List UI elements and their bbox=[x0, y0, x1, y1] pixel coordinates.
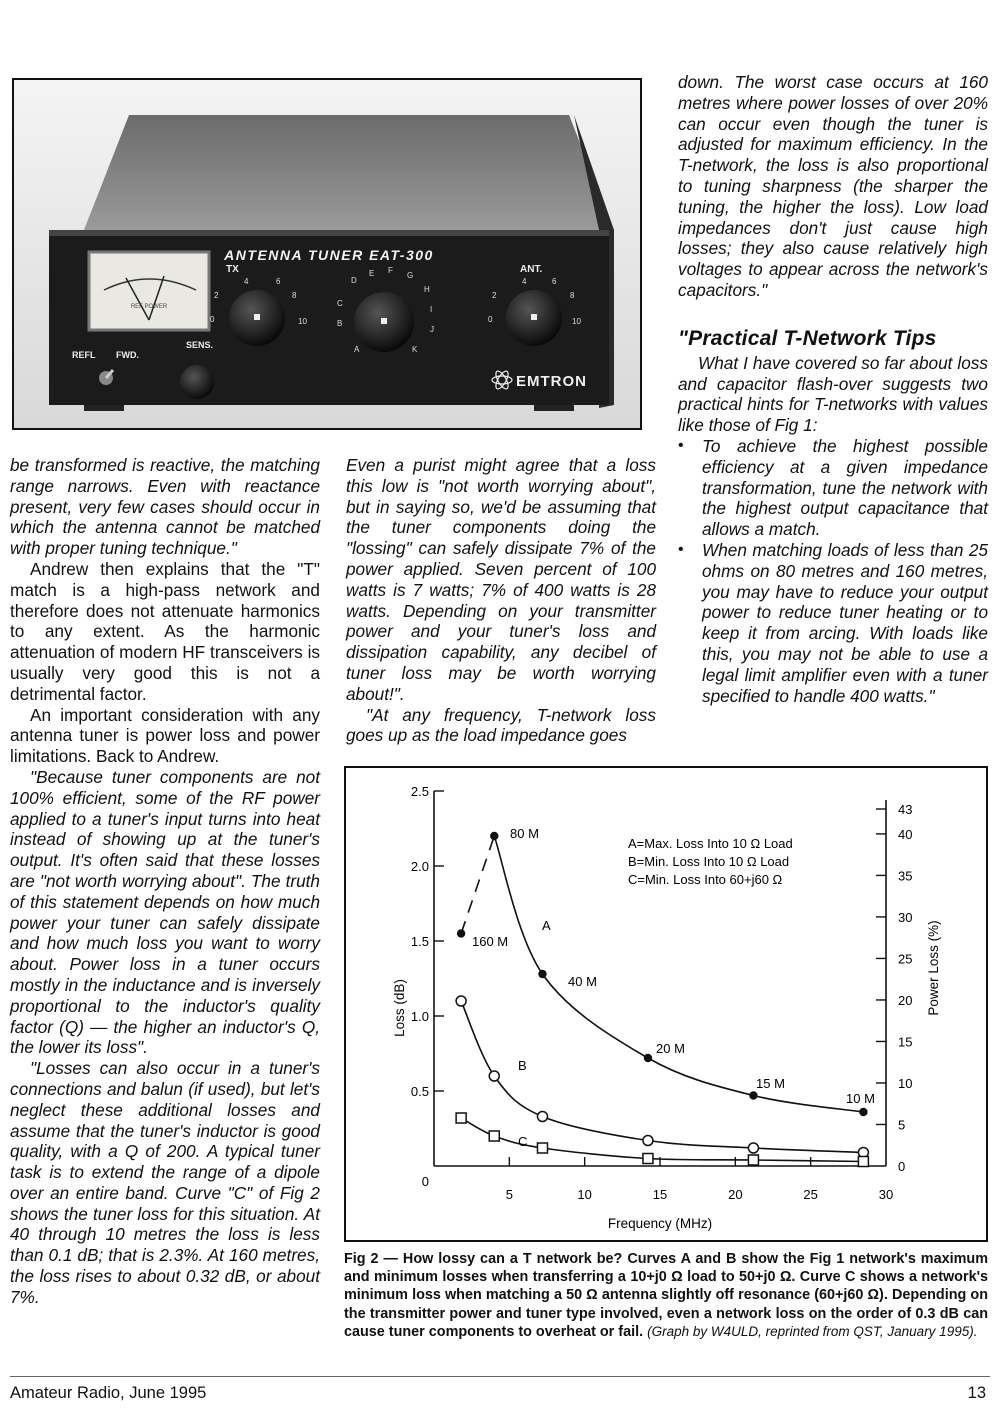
x-axis-label: Frequency (MHz) bbox=[607, 1216, 713, 1231]
paragraph: be transformed is reactive, the matching range narrows. Even with reactance present, very few cases should occur in which the antenna cannot be matched with proper tuning technique." bbox=[10, 455, 320, 559]
tips-list bbox=[678, 436, 988, 706]
y2-tick-label: 43 bbox=[898, 802, 913, 817]
y-tick-label: 0.5 bbox=[410, 1084, 429, 1099]
y2-tick-label: 5 bbox=[898, 1117, 906, 1133]
text-column-3 bbox=[678, 72, 988, 706]
curve-label-a: A bbox=[542, 918, 551, 933]
data-point-A bbox=[457, 929, 465, 937]
tuner-panel-title: ANTENNA TUNER EAT-300 bbox=[224, 247, 434, 263]
tx-mark: 2 bbox=[214, 291, 219, 300]
y2-tick-label: 15 bbox=[898, 1034, 913, 1050]
x-tick-label: 10 bbox=[577, 1187, 592, 1202]
data-point-C bbox=[537, 1143, 547, 1153]
section-heading: "Practical T-Network Tips bbox=[678, 326, 937, 350]
selector-mark: H bbox=[424, 285, 430, 294]
ant-mark: 10 bbox=[572, 317, 581, 326]
paragraph: "Losses can also occur in a tuner's connections and balun (if used), but let's neglect these additional losses and assume that the tuner's inductor is good quality, with a Q of 200. A typical tuner task is to extend the range of a dipole over an entire band. Curve "C" of Fig 2 shows the tuner loss for this situation. At 40 through 10 metres the loss is less than 0.1 dB; that is 2.3%. At 160 metres, the loss rises to about 0.32 dB, or about 7%. bbox=[10, 1058, 320, 1307]
selector-mark: A bbox=[354, 345, 360, 354]
y2-axis-label: Power Loss (%) bbox=[926, 920, 941, 1016]
data-point-C bbox=[858, 1157, 868, 1167]
ant-mark: 8 bbox=[570, 291, 575, 300]
legend-entry: B=Min. Loss Into 10 Ω Load bbox=[628, 854, 790, 869]
antenna-tuner-photo bbox=[12, 78, 642, 430]
y-tick-label: 0 bbox=[421, 1174, 429, 1189]
data-point-A bbox=[859, 1108, 867, 1116]
data-point-A bbox=[644, 1054, 652, 1062]
selector-mark: G bbox=[407, 271, 414, 280]
list-item bbox=[678, 540, 988, 706]
data-point-A bbox=[538, 970, 546, 978]
selector-mark: J bbox=[430, 325, 434, 334]
data-point-B bbox=[489, 1071, 499, 1081]
tx-label: TX bbox=[226, 264, 239, 275]
y-axis-label: Loss (dB) bbox=[392, 979, 407, 1037]
series-B-line bbox=[461, 1001, 863, 1153]
paragraph: An important consideration with any antenna tuner is power loss and power limitations. Back to Andrew. bbox=[10, 704, 320, 767]
text-column-1 bbox=[10, 455, 320, 1308]
caption-credit: (Graph by W4ULD, reprinted from QST, January 1995). bbox=[647, 1323, 978, 1339]
selector-mark: B bbox=[337, 319, 343, 328]
y-tick-label: 1.0 bbox=[410, 1009, 429, 1024]
data-point-C bbox=[456, 1113, 466, 1123]
legend-entry: C=Min. Loss Into 60+j60 Ω bbox=[628, 872, 783, 887]
y2-tick-label: 0 bbox=[898, 1159, 906, 1174]
x-tick-label: 15 bbox=[652, 1187, 668, 1202]
band-label: 10 M bbox=[846, 1091, 875, 1106]
data-point-B bbox=[643, 1136, 653, 1146]
ant-label: ANT. bbox=[520, 264, 543, 275]
list-item bbox=[678, 436, 988, 540]
data-point-C bbox=[748, 1155, 758, 1165]
x-tick-label: 5 bbox=[505, 1187, 513, 1202]
x-tick-label: 30 bbox=[878, 1187, 894, 1202]
data-point-A bbox=[749, 1091, 757, 1099]
data-point-C bbox=[489, 1131, 499, 1141]
antenna-tuner-illustration bbox=[14, 80, 642, 430]
selector-mark: F bbox=[388, 266, 393, 275]
paragraph: What I have covered so far about loss and capacitor flash-over suggests two practical hints for T-networks with values like those of Fig 1: bbox=[678, 352, 988, 436]
list-item-text: When matching loads of less than 25 ohms on 80 metres and 160 metres, you may have to reduce your output power to reduce tuner heating or to keep it from arcing. With loads like this, you may not be able to use a legal limit amplifier even with a tuner specified to handle 400 watts." bbox=[702, 539, 988, 706]
caption-text: Fig 2 — How lossy can a T network be? Curves A and B show the Fig 1 network's maximum and minimum losses when transferring a 10+j0 Ω load to 50+j0 Ω. Curve C shows a network's minimum loss when matching a 50 Ω antenna slightly off resonance (60+j60 Ω). Depending on the transmitter power and tuner type involved, even a network loss on the order of 0.3 dB can cause tuner components to overheat or fail. bbox=[344, 1251, 988, 1340]
data-point-B bbox=[748, 1143, 758, 1153]
data-point-B bbox=[537, 1112, 547, 1122]
y2-tick-label: 25 bbox=[898, 951, 913, 967]
y-tick-label: 1.5 bbox=[410, 934, 429, 949]
series-A-dashed-segment bbox=[461, 836, 494, 934]
ant-mark: 6 bbox=[552, 277, 557, 286]
tuner-top-cover bbox=[84, 115, 614, 230]
list-item-text: To achieve the highest possible efficiency at a given impedance transformation, tune the network with the highest output capacitance that allows a match. bbox=[702, 435, 988, 540]
selector-mark: K bbox=[412, 345, 418, 354]
y2-tick-label: 10 bbox=[898, 1075, 913, 1091]
sens-label: SENS. bbox=[186, 340, 214, 350]
band-label: 80 M bbox=[510, 826, 539, 841]
paragraph: Andrew then explains that the "T" match is a high-pass network and therefore does not attenuate harmonics to any extent. As the harmonic attenuation of modern HF transceivers is usually very good this is not a detrimental factor. bbox=[10, 558, 320, 704]
y2-tick-label: 20 bbox=[898, 992, 913, 1008]
selector-mark: D bbox=[351, 276, 357, 285]
text-column-2 bbox=[346, 455, 656, 746]
data-point-B bbox=[456, 996, 466, 1006]
legend-entry: A=Max. Loss Into 10 Ω Load bbox=[628, 836, 793, 851]
paragraph: "Because tuner components are not 100% efficient, some of the RF power applied to a tuner's input turns into heat instead of showing up at the tuner's output. It's often said that these losses are "not worth worrying about". The truth of this statement depends on how much power your tuner can safely dissipate and how much loss you want to worry about. Power loss in a tuner occurs mostly in the inductance and is inversely proportional to the inductor's quality factor (Q) — the higher an inductor's Q, the lower its loss". bbox=[10, 766, 320, 1058]
band-label: 20 M bbox=[656, 1041, 685, 1056]
tx-mark: 8 bbox=[292, 291, 297, 300]
sens-knob[interactable] bbox=[180, 365, 214, 399]
refl-label: REFL bbox=[72, 350, 96, 360]
selector-mark: I bbox=[430, 305, 433, 314]
band-label: 160 M bbox=[472, 934, 509, 949]
loss-vs-frequency-chart bbox=[346, 768, 986, 1240]
selector-mark: E bbox=[369, 269, 375, 278]
bullet-icon: • bbox=[678, 540, 684, 558]
page-number: 13 bbox=[967, 1384, 986, 1402]
figure-caption bbox=[344, 1250, 988, 1341]
data-point-C bbox=[643, 1154, 653, 1164]
tx-mark: 4 bbox=[244, 277, 249, 286]
y-tick-label: 2.0 bbox=[410, 859, 429, 874]
fwd-label: FWD. bbox=[116, 350, 139, 360]
tx-mark: 0 bbox=[210, 315, 215, 324]
ant-mark: 4 bbox=[522, 277, 527, 286]
paragraph: Even a purist might agree that a loss this low is "not worth worrying about", but in saying so, we'd be assuming that the tuner components doing the "lossing" can safely dissipate 7% of the power applied. Seven percent of 100 watts is 7 watts; 7% of 400 watts is 28 watts. Depending on your transmitter power and your tuner's loss and dissipation capability, any decibel of tuner loss may be worth worrying about!". bbox=[346, 455, 656, 704]
tx-mark: 6 bbox=[276, 277, 281, 286]
x-tick-label: 20 bbox=[728, 1187, 743, 1202]
y-tick-label: 2.5 bbox=[410, 784, 429, 799]
paragraph: down. The worst case occurs at 160 metres where power losses of over 20% can occur even though the tuner is adjusted for maximum efficiency. In the T-network, the loss is also proportional to tuning sharpness (the sharper the tuning, the higher the loss). Low load impedances don't just cause high losses; they also cause relatively high voltages to appear across the network's capacitors." bbox=[678, 72, 988, 300]
ant-mark: 2 bbox=[492, 291, 497, 300]
bullet-icon: • bbox=[678, 436, 684, 454]
footer-publication: Amateur Radio, June 1995 bbox=[10, 1384, 207, 1402]
tx-mark: 10 bbox=[298, 317, 307, 326]
brand-label: EMTRON bbox=[516, 373, 587, 390]
footer-rule bbox=[10, 1376, 990, 1377]
y2-tick-label: 30 bbox=[898, 909, 913, 925]
ant-mark: 0 bbox=[488, 315, 493, 324]
data-point-A bbox=[490, 832, 498, 840]
selector-mark: C bbox=[337, 299, 343, 308]
y2-tick-label: 35 bbox=[898, 868, 913, 884]
curve-label-b: B bbox=[518, 1058, 527, 1073]
x-tick-label: 25 bbox=[803, 1187, 818, 1202]
paragraph: "At any frequency, T-network loss goes up as the load impedance goes bbox=[346, 704, 656, 746]
band-label: 40 M bbox=[568, 974, 597, 989]
band-label: 15 M bbox=[756, 1076, 785, 1091]
y2-tick-label: 40 bbox=[898, 826, 913, 842]
meter-label: REF POWER bbox=[130, 304, 168, 310]
figure-2-frame bbox=[344, 766, 988, 1242]
curve-label-c: C bbox=[518, 1134, 528, 1149]
